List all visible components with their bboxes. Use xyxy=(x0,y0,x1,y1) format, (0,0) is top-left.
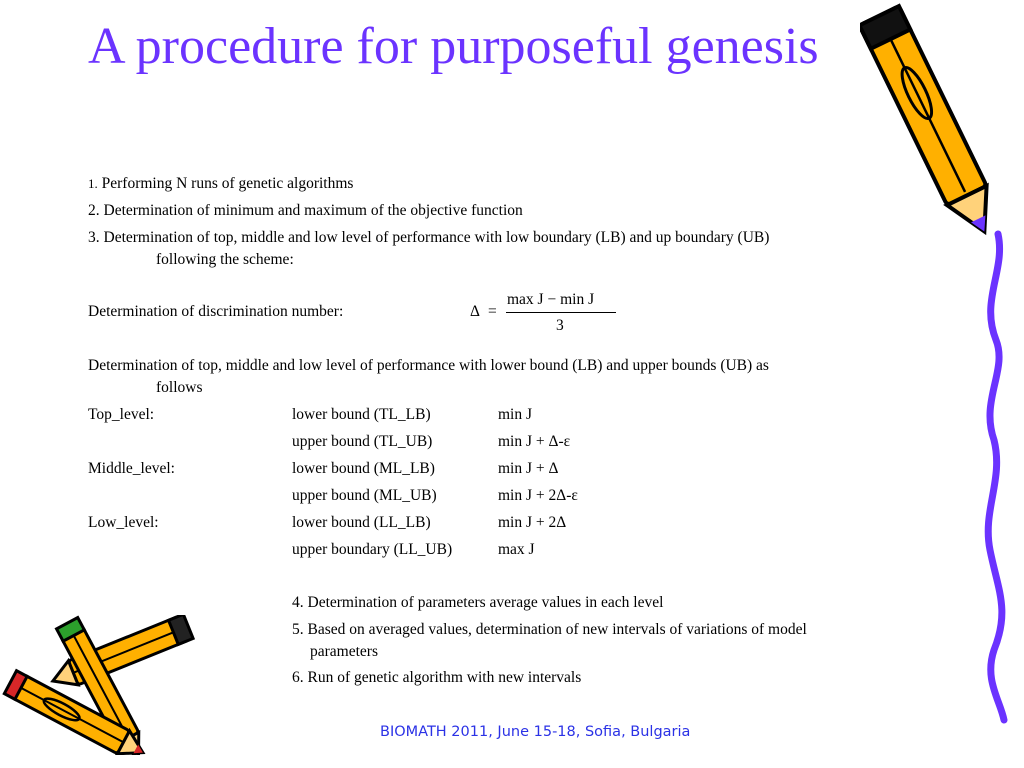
level-value: max J xyxy=(498,541,535,558)
level-value: min J xyxy=(498,406,533,423)
step-3: 3. Determination of top, middle and low level of performance with low boundary (LB) and up boundary (UB) following the scheme: xyxy=(88,229,770,268)
step-6: 6. Run of genetic algorithm with new intervals xyxy=(292,669,582,686)
footer: BIOMATH 2011, June 15-18, Sofia, Bulgaria xyxy=(380,724,691,740)
level-value: min J + 2Δ-ε xyxy=(498,487,578,504)
discrimination-label: Determination of discrimination number: xyxy=(88,303,344,320)
level-name: Low_level: xyxy=(88,514,159,531)
fraction-bar xyxy=(506,312,616,313)
formula-equals: = xyxy=(488,303,497,320)
step-4: 4. Determination of parameters average values in each level xyxy=(292,594,664,611)
formula-denominator: 3 xyxy=(556,317,564,334)
level-bound: lower bound (ML_LB) xyxy=(292,460,435,477)
level-value: min J + Δ-ε xyxy=(498,433,571,450)
pencil-icon xyxy=(860,0,1000,245)
level-value: min J + Δ xyxy=(498,460,559,477)
crossed-pencils-icon xyxy=(0,615,210,755)
formula-numerator: max J − min J xyxy=(507,291,595,308)
squiggle-line-icon xyxy=(960,230,1020,725)
slide-title: A procedure for purposeful genesis xyxy=(88,18,819,75)
level-bound: upper bound (ML_UB) xyxy=(292,487,437,504)
level-bound: upper bound (TL_UB) xyxy=(292,433,433,450)
level-name: Middle_level: xyxy=(88,460,175,477)
step-1: 1. Performing N runs of genetic algorithms xyxy=(88,175,354,192)
level-bound: lower bound (TL_LB) xyxy=(292,406,431,423)
step-5: 5. Based on averaged values, determination of new intervals of variations of model parameters xyxy=(292,621,807,660)
formula-lhs: Δ xyxy=(470,303,480,320)
levels-intro: Determination of top, middle and low level of performance with lower bound (LB) and upper bounds (UB) as follows xyxy=(88,357,769,396)
level-bound: lower bound (LL_LB) xyxy=(292,514,431,531)
level-name: Top_level: xyxy=(88,406,155,423)
step-2: 2. Determination of minimum and maximum of the objective function xyxy=(88,202,523,219)
level-value: min J + 2Δ xyxy=(498,514,567,531)
level-bound: upper boundary (LL_UB) xyxy=(292,541,453,558)
